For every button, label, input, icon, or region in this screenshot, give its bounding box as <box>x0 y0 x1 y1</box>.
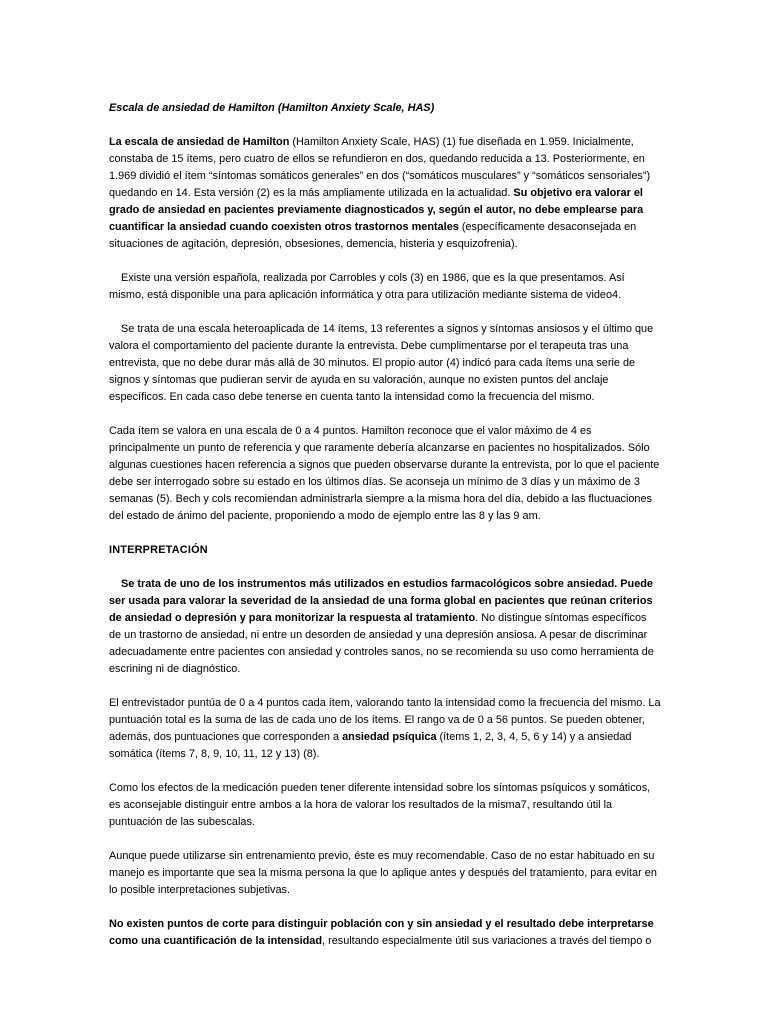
paragraph-medication-effects: Como los efectos de la medicación pueden tener diferente intensidad sobre los síntomas psíquicos y somáticos, es aconsejable distinguir entre ambos a la hora de valorar los resultados de la misma7, resultando útil la puntuación de las subescalas. <box>109 782 651 828</box>
bold-text: Su objetivo era valorar el grado de ansiedad en pacientes previamente diagnosticados y, según el autor, no debe emplearse para cuantificar la ansiedad cuando coexisten otros trastornos mentales <box>109 187 644 233</box>
bold-text: Se trata de uno de los instrumentos más utilizados en estudios farmacológicos sobre ansiedad. Puede ser usada para valorar la severidad de la ansiedad de una forma global en pacientes que reúnan criterios de ansiedad o depresión y para monitorizar la respuesta al tratamiento <box>109 578 653 624</box>
paragraph-text: (específicamente desaconsejada en situaciones de agitación, depresión, obsesiones, demencia, histeria y esquizofrenia). <box>109 221 637 250</box>
paragraph-item-scoring: Cada ítem se valora en una escala de 0 a 4 puntos. Hamilton reconoce que el valor máximo de 4 es principalmente un punto de referencia y que raramente debería alcanzarse en pacientes no hospitalizados. Sólo algunas cuestiones hacen referencia a signos que pueden observarse durante la entrevista, por lo que el paciente debe ser interrogado sobre su estado en los últimos días. Se aconseja un mínimo de 3 días y un máximo de 3 semanas (5). Bech y cols recomiendan administrarla siempre a la misma hora del día, debido a las fluctuaciones del estado de ánimo del paciente, proponiendo a modo de ejemplo entre las 8 y las 9 am. <box>109 425 660 522</box>
bold-text: No existen puntos de corte para distinguir población con y sin ansiedad y el resultado debe interpretarse como una cuantificación de la intensidad <box>109 918 654 947</box>
paragraph-text: (ítems 1, 2, 3, 4, 5, 6 y 14) y a ansiedad somática (ítems 7, 8, 9, 10, 11, 12 y 13) (8). <box>109 731 632 760</box>
bold-text: ansiedad psíquica <box>342 731 437 743</box>
paragraph-text: , resultando especialmente útil sus variaciones a través del tiempo o <box>322 935 652 947</box>
paragraph-scoring-range <box>109 695 661 763</box>
paragraph-usage <box>109 576 661 678</box>
paragraph-spanish-version: Existe una versión española, realizada por Carrobles y cols (3) en 1986, que es la que presentamos. Así mismo, está disponible una para aplicación informática y otra para utilización mediante sistema de video4. <box>109 272 625 301</box>
paragraph-training: Aunque puede utilizarse sin entrenamiento previo, éste es muy recomendable. Caso de no estar habituado en su manejo es importante que sea la misma persona la que lo aplique antes y después del tratamiento, para evitar en lo posible interpretaciones subjetivas. <box>109 850 657 896</box>
document-title: Escala de ansiedad de Hamilton (Hamilton Anxiety Scale, HAS) <box>109 102 435 114</box>
paragraph-scale-description: Se trata de una escala heteroaplicada de 14 ítems, 13 referentes a signos y síntomas ansiosos y el último que valora el comportamiento del paciente durante la entrevista. Debe cumplimentarse por el terapeuta tras una entrevista, que no debe durar más allá de 30 minutos. El propio autor (4) indicó para cada ítems una serie de signos y síntomas que pudieran servir de ayuda en su valoración, aunque no existen puntos del anclaje específicos. En cada caso debe tenerse en cuenta tanto la intensidad como la frecuencia del mismo. <box>109 323 654 403</box>
paragraph-cutoff <box>109 916 661 950</box>
section-heading-interpretacion: INTERPRETACIÓN <box>109 544 208 556</box>
document-body <box>109 100 661 967</box>
paragraph-text: El entrevistador puntúa de 0 a 4 puntos cada ítem, valorando tanto la intensidad como la frecuencia del mismo. La puntuación total es la suma de las de cada uno de los ítems. El rango va de 0 a 56 puntos. Se pueden obtener, además, dos puntuaciones que corresponden a <box>109 697 661 743</box>
paragraph-text: (Hamilton Anxiety Scale, HAS) (1) fue diseñada en 1.959. Inicialmente, constaba de 15 ítems, pero cuatro de ellos se refundieron en dos, quedando reducida a 13. Posteriormente, en 1.969 dividió el ítem “síntomas somáticos generales” en dos (“somáticos musculares” y “somáticos sensoriales”) quedando en 14. Esta versión (2) es la más ampliamente utilizada en la actualidad. <box>109 136 651 199</box>
bold-text: La escala de ansiedad de Hamilton <box>109 136 290 148</box>
paragraph-intro <box>109 134 661 253</box>
paragraph-text: . No distingue síntomas específicos de un trastorno de ansiedad, ni entre un desorden de ansiedad y una depresión ansiosa. A pesar de discriminar adecuadamente entre pacientes con ansiedad y controles sanos, no se recomienda su uso como herramienta de escrining ni de diagnóstico. <box>109 612 654 675</box>
